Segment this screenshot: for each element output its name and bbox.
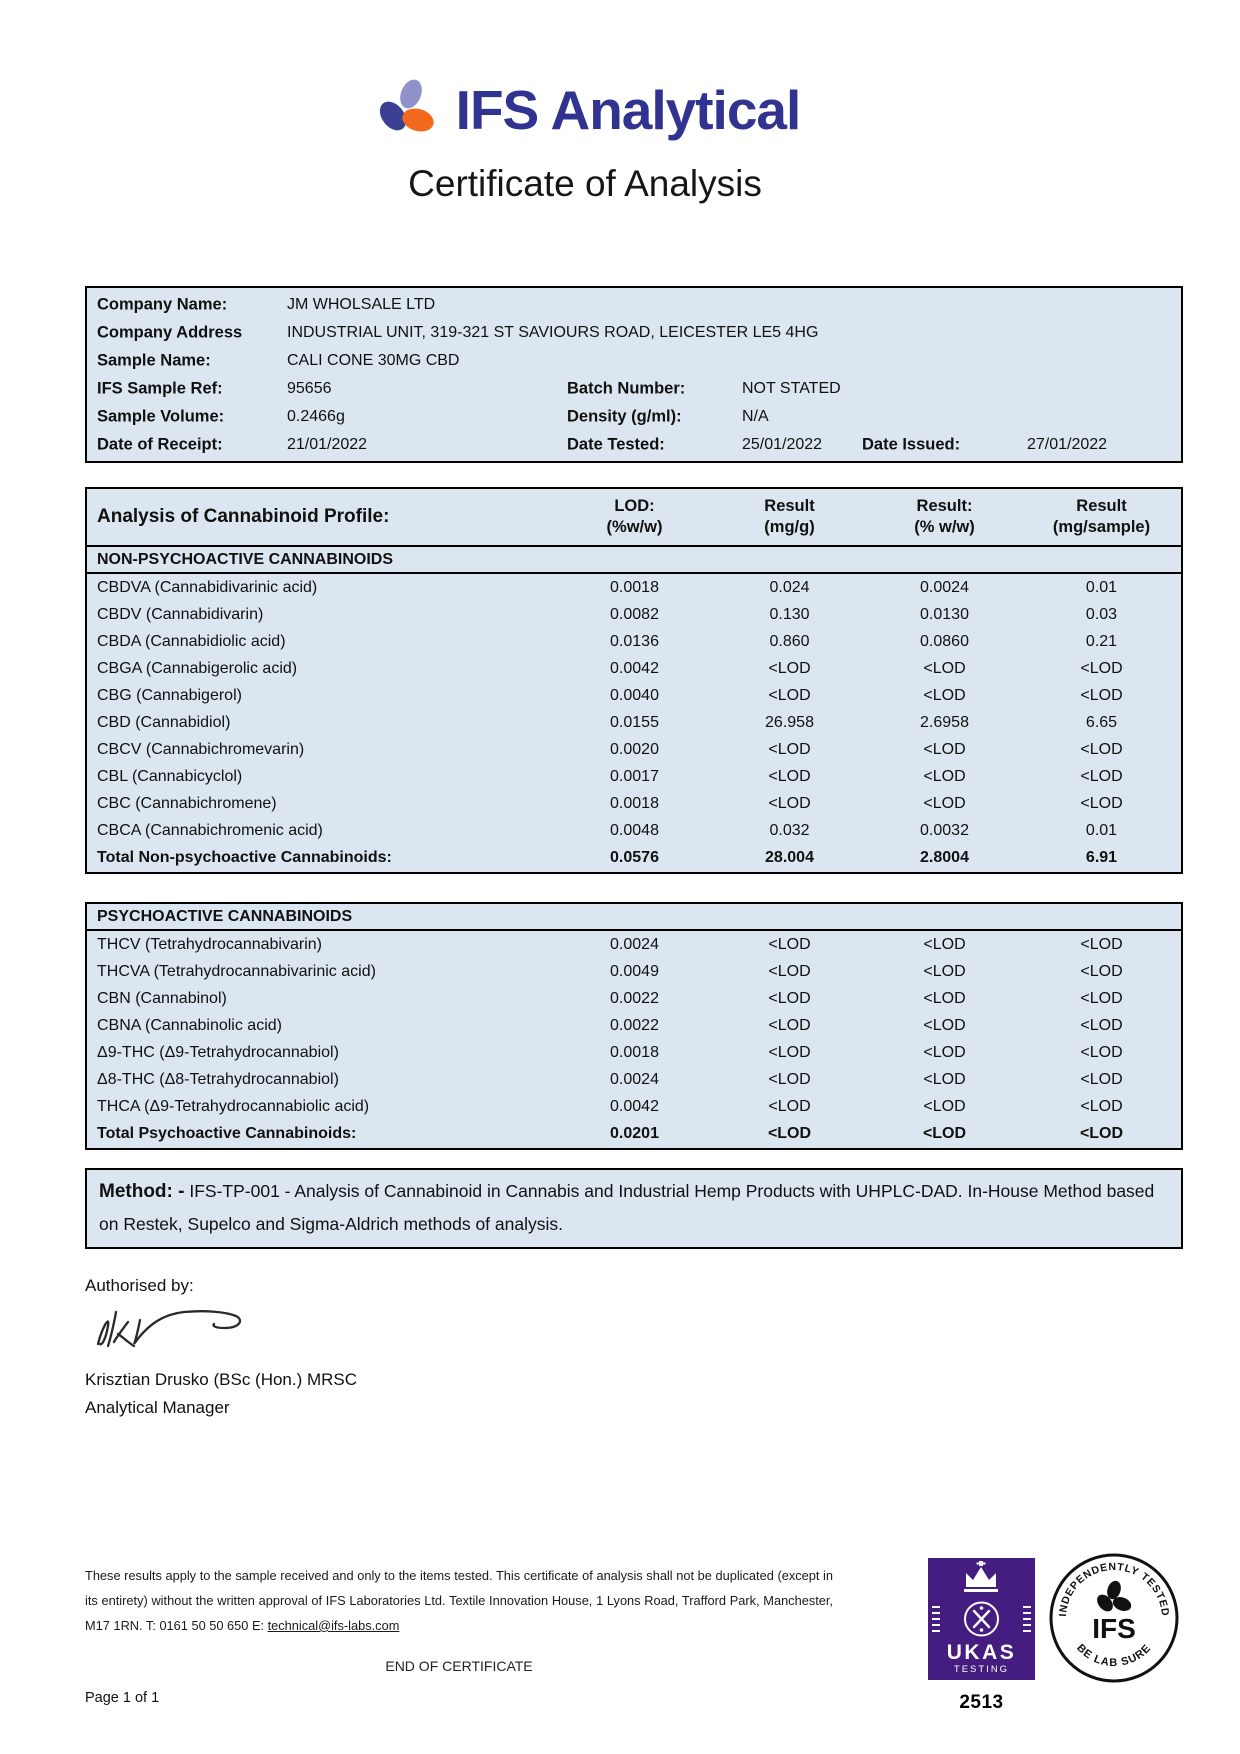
result-value: 0.0017 xyxy=(610,767,659,785)
result-value: 0.0024 xyxy=(920,578,969,596)
non-psychoactive-table xyxy=(85,487,1183,874)
result-value: <LOD xyxy=(923,686,966,704)
info-value: 25/01/2022 xyxy=(742,436,823,453)
info-label: Batch Number: xyxy=(567,379,686,398)
result-value: <LOD xyxy=(1080,1070,1123,1088)
result-value: <LOD xyxy=(1080,740,1123,758)
result-value: 0.0130 xyxy=(920,605,969,623)
result-value: 0.03 xyxy=(1085,605,1118,623)
result-value: <LOD xyxy=(768,1043,811,1061)
result-value: 0.0018 xyxy=(610,794,659,812)
result-value: <LOD xyxy=(768,1097,811,1115)
analyte-name: CBCA (Cannabichromenic acid) xyxy=(97,821,323,839)
psychoactive-rows xyxy=(87,931,1181,1148)
result-value: <LOD xyxy=(768,686,811,704)
analyte-name: Δ9-THC (Δ9-Tetrahydrocannabiol) xyxy=(97,1043,339,1061)
result-value: 6.65 xyxy=(1085,713,1118,731)
column-header-line: (mg/g) xyxy=(764,518,815,536)
column-header-line: (mg/sample) xyxy=(1052,518,1151,536)
total-label: Total Psychoactive Cannabinoids: xyxy=(97,1125,357,1142)
column-header-mg-sample xyxy=(1022,489,1181,545)
method-label: Method: - xyxy=(99,1181,185,1202)
analyte-name: THCV (Tetrahydrocannabivarin) xyxy=(97,935,322,953)
brand-header xyxy=(0,74,1170,146)
signature xyxy=(88,1300,258,1363)
ukas-subtext: TESTING xyxy=(953,1664,1010,1675)
result-value: 0.0024 xyxy=(610,1070,659,1088)
analyte-row xyxy=(87,1039,1181,1066)
result-value: <LOD xyxy=(768,659,811,677)
result-value: <LOD xyxy=(768,767,811,785)
result-value: <LOD xyxy=(1080,767,1123,785)
info-row xyxy=(87,291,1181,319)
info-label: Company Address xyxy=(97,323,243,342)
result-value: 0.21 xyxy=(1085,632,1118,650)
info-row xyxy=(87,431,1181,459)
column-header-mg-g xyxy=(712,489,867,545)
result-value: 0.0018 xyxy=(610,578,659,596)
analyte-row xyxy=(87,790,1181,817)
section-header-non-psychoactive: NON-PSYCHOACTIVE CANNABINOIDS xyxy=(87,547,1181,574)
ifs-logo-icon xyxy=(370,74,442,146)
result-value: <LOD xyxy=(1080,659,1123,677)
section-header-psychoactive: PSYCHOACTIVE CANNABINOIDS xyxy=(87,904,1181,931)
result-value: <LOD xyxy=(1080,1043,1123,1061)
info-label: Sample Volume: xyxy=(97,407,225,426)
result-value: <LOD xyxy=(1080,794,1123,812)
result-value: <LOD xyxy=(923,935,966,953)
result-value: <LOD xyxy=(923,767,966,785)
analyte-row xyxy=(87,817,1181,844)
column-header-line: (% w/w) xyxy=(914,518,975,536)
result-value: 0.024 xyxy=(769,578,810,596)
analyte-name: CBGA (Cannabigerolic acid) xyxy=(97,659,298,677)
result-value: 0.0040 xyxy=(610,686,659,704)
result-value: 0.01 xyxy=(1085,821,1118,839)
info-value: NOT STATED xyxy=(742,380,841,397)
info-value: 21/01/2022 xyxy=(287,436,368,453)
psychoactive-table xyxy=(85,902,1183,1150)
ukas-text: UKAS xyxy=(946,1641,1017,1664)
analyte-row xyxy=(87,709,1181,736)
analyte-name: CBN (Cannabinol) xyxy=(97,989,227,1007)
column-header-line: Result: xyxy=(916,496,973,515)
analyte-name: CBL (Cannabicyclol) xyxy=(97,767,243,785)
authoriser-name: Krisztian Drusko (BSc (Hon.) MRSC xyxy=(85,1370,358,1389)
result-value: <LOD xyxy=(1080,962,1123,980)
total-value: <LOD xyxy=(1079,1125,1124,1142)
analysis-table-header xyxy=(87,489,1181,547)
analyte-name: CBD (Cannabidiol) xyxy=(97,713,231,731)
info-label: Date Issued: xyxy=(862,435,961,454)
total-row xyxy=(87,1120,1181,1148)
total-value: 6.91 xyxy=(1085,849,1118,866)
info-value: JM WHOLSALE LTD xyxy=(287,296,436,313)
analyte-name: CBC (Cannabichromene) xyxy=(97,794,277,812)
analyte-row xyxy=(87,574,1181,601)
column-header-line: Result xyxy=(764,496,815,515)
stamp-arc-top-text: INDEPENDENTLY TESTED xyxy=(1056,1560,1172,1618)
non-psychoactive-rows xyxy=(87,574,1181,872)
result-value: <LOD xyxy=(1080,686,1123,704)
info-row xyxy=(87,319,1181,347)
analyte-row xyxy=(87,628,1181,655)
sample-info-table xyxy=(85,286,1183,463)
column-header-line: Result xyxy=(1076,496,1127,515)
info-value: 0.2466g xyxy=(287,408,345,425)
info-label: Date Tested: xyxy=(567,435,665,454)
analyte-name: CBDA (Cannabidiolic acid) xyxy=(97,632,286,650)
result-value: 26.958 xyxy=(765,713,814,731)
ukas-number: 2513 xyxy=(959,1692,1004,1713)
end-of-certificate: END OF CERTIFICATE xyxy=(385,1658,533,1674)
email-link[interactable]: technical@ifs-labs.com xyxy=(267,1617,400,1633)
disclaimer-text: These results apply to the sample received and only to the items tested. This certificate of analysis shall not be duplicated (except in its entirety) without the written approval of IFS Laboratories Ltd. Textile Innovation House, 1 Lyons Road, Trafford Park, Manchester, M17 1RN. T: 0161 50 50 650 E: xyxy=(85,1568,833,1633)
stamp-center-text: IFS xyxy=(1092,1613,1136,1644)
result-value: 0.0020 xyxy=(610,740,659,758)
analyte-row xyxy=(87,655,1181,682)
signature-icon xyxy=(88,1300,258,1358)
info-label: Date of Receipt: xyxy=(97,435,223,454)
method-box xyxy=(85,1168,1183,1249)
analyte-row xyxy=(87,736,1181,763)
brand-name: IFS Analytical xyxy=(455,79,801,141)
result-value: <LOD xyxy=(923,989,966,1007)
result-value: <LOD xyxy=(1080,1097,1123,1115)
analyte-name: CBNA (Cannabinolic acid) xyxy=(97,1016,282,1034)
analyte-row xyxy=(87,1093,1181,1120)
result-value: <LOD xyxy=(923,962,966,980)
info-label: Company Name: xyxy=(97,295,228,314)
result-value: 2.6958 xyxy=(920,713,969,731)
page-number: Page 1 of 1 xyxy=(85,1690,160,1706)
ifs-stamp xyxy=(1048,1552,1180,1684)
total-value: <LOD xyxy=(922,1125,967,1142)
column-header-line: (%w/w) xyxy=(606,518,663,536)
ukas-accreditation xyxy=(928,1558,1035,1714)
result-value: 0.0024 xyxy=(610,935,659,953)
analyte-name: THCVA (Tetrahydrocannabivarinic acid) xyxy=(97,962,376,980)
result-value: <LOD xyxy=(768,794,811,812)
info-label: Density (g/ml): xyxy=(567,407,682,426)
result-value: <LOD xyxy=(923,1043,966,1061)
info-label: Sample Name: xyxy=(97,351,211,370)
total-label: Total Non-psychoactive Cannabinoids: xyxy=(97,849,392,866)
result-value: 0.0042 xyxy=(610,659,659,677)
column-header-pct xyxy=(867,489,1022,545)
result-value: <LOD xyxy=(923,1097,966,1115)
result-value: <LOD xyxy=(768,1070,811,1088)
ifs-stamp-icon xyxy=(1048,1552,1180,1684)
result-value: 0.0032 xyxy=(920,821,969,839)
footer-disclaimer xyxy=(85,1564,833,1639)
authorised-by-label: Authorised by: xyxy=(85,1276,194,1295)
result-value: 0.0042 xyxy=(610,1097,659,1115)
info-value: CALI CONE 30MG CBD xyxy=(287,352,460,369)
result-value: 0.0049 xyxy=(610,962,659,980)
result-value: <LOD xyxy=(923,794,966,812)
total-row xyxy=(87,844,1181,872)
analyte-row xyxy=(87,1012,1181,1039)
result-value: <LOD xyxy=(768,1016,811,1034)
analyte-row xyxy=(87,682,1181,709)
result-value: 0.0860 xyxy=(920,632,969,650)
result-value: 0.01 xyxy=(1085,578,1118,596)
analyte-row xyxy=(87,601,1181,628)
total-value: 0.0576 xyxy=(610,849,659,866)
result-value: 0.0022 xyxy=(610,1016,659,1034)
total-value: 28.004 xyxy=(765,849,814,866)
result-value: 0.0136 xyxy=(610,632,659,650)
info-row xyxy=(87,347,1181,375)
result-value: <LOD xyxy=(1080,989,1123,1007)
result-value: <LOD xyxy=(768,935,811,953)
result-value: <LOD xyxy=(923,740,966,758)
column-header-line: LOD: xyxy=(614,496,655,515)
analyte-row xyxy=(87,763,1181,790)
total-value: 0.0201 xyxy=(610,1125,659,1142)
result-value: 0.0022 xyxy=(610,989,659,1007)
method-text: IFS-TP-001 - Analysis of Cannabinoid in Cannabis and Industrial Hemp Products with UHPLC-DAD. In-House Method based on Restek, Supelco and Sigma-Aldrich methods of analysis. xyxy=(99,1181,1155,1234)
result-value: <LOD xyxy=(768,989,811,1007)
analyte-name: CBDVA (Cannabidivarinic acid) xyxy=(97,578,318,596)
result-value: <LOD xyxy=(1080,1016,1123,1034)
info-label: IFS Sample Ref: xyxy=(97,379,223,398)
result-value: <LOD xyxy=(768,740,811,758)
document-title: Certificate of Analysis xyxy=(408,163,762,204)
analyte-name: THCA (Δ9-Tetrahydrocannabiolic acid) xyxy=(97,1097,370,1115)
result-value: 0.860 xyxy=(769,632,810,650)
info-row xyxy=(87,375,1181,403)
analyte-name: CBG (Cannabigerol) xyxy=(97,686,242,704)
result-value: <LOD xyxy=(768,962,811,980)
result-value: <LOD xyxy=(1080,935,1123,953)
analyte-row xyxy=(87,931,1181,958)
result-value: <LOD xyxy=(923,1070,966,1088)
analyte-row xyxy=(87,985,1181,1012)
result-value: 0.0082 xyxy=(610,605,659,623)
result-value: <LOD xyxy=(923,1016,966,1034)
analyte-row xyxy=(87,958,1181,985)
total-value: <LOD xyxy=(767,1125,812,1142)
result-value: 0.032 xyxy=(769,821,810,839)
result-value: 0.130 xyxy=(769,605,810,623)
analyte-row xyxy=(87,1066,1181,1093)
result-value: <LOD xyxy=(923,659,966,677)
info-value: 27/01/2022 xyxy=(1027,436,1108,453)
analyte-name: CBCV (Cannabichromevarin) xyxy=(97,740,305,758)
info-row xyxy=(87,403,1181,431)
analyte-name: CBDV (Cannabidivarin) xyxy=(97,605,264,623)
info-value: N/A xyxy=(742,408,769,425)
info-value: INDUSTRIAL UNIT, 319-321 ST SAVIOURS ROAD, LEICESTER LE5 4HG xyxy=(287,324,819,341)
analysis-table-title: Analysis of Cannabinoid Profile: xyxy=(97,506,390,527)
result-value: 0.0048 xyxy=(610,821,659,839)
analyte-name: Δ8-THC (Δ8-Tetrahydrocannabiol) xyxy=(97,1070,339,1088)
authoriser-role: Analytical Manager xyxy=(85,1398,230,1417)
column-header-lod xyxy=(557,489,712,545)
info-value: 95656 xyxy=(287,380,332,397)
total-value: 2.8004 xyxy=(920,849,969,866)
ukas-logo-icon xyxy=(928,1558,1035,1680)
stamp-arc-bottom-text: BE LAB SURE xyxy=(1074,1641,1154,1670)
result-value: 0.0018 xyxy=(610,1043,659,1061)
result-value: 0.0155 xyxy=(610,713,659,731)
